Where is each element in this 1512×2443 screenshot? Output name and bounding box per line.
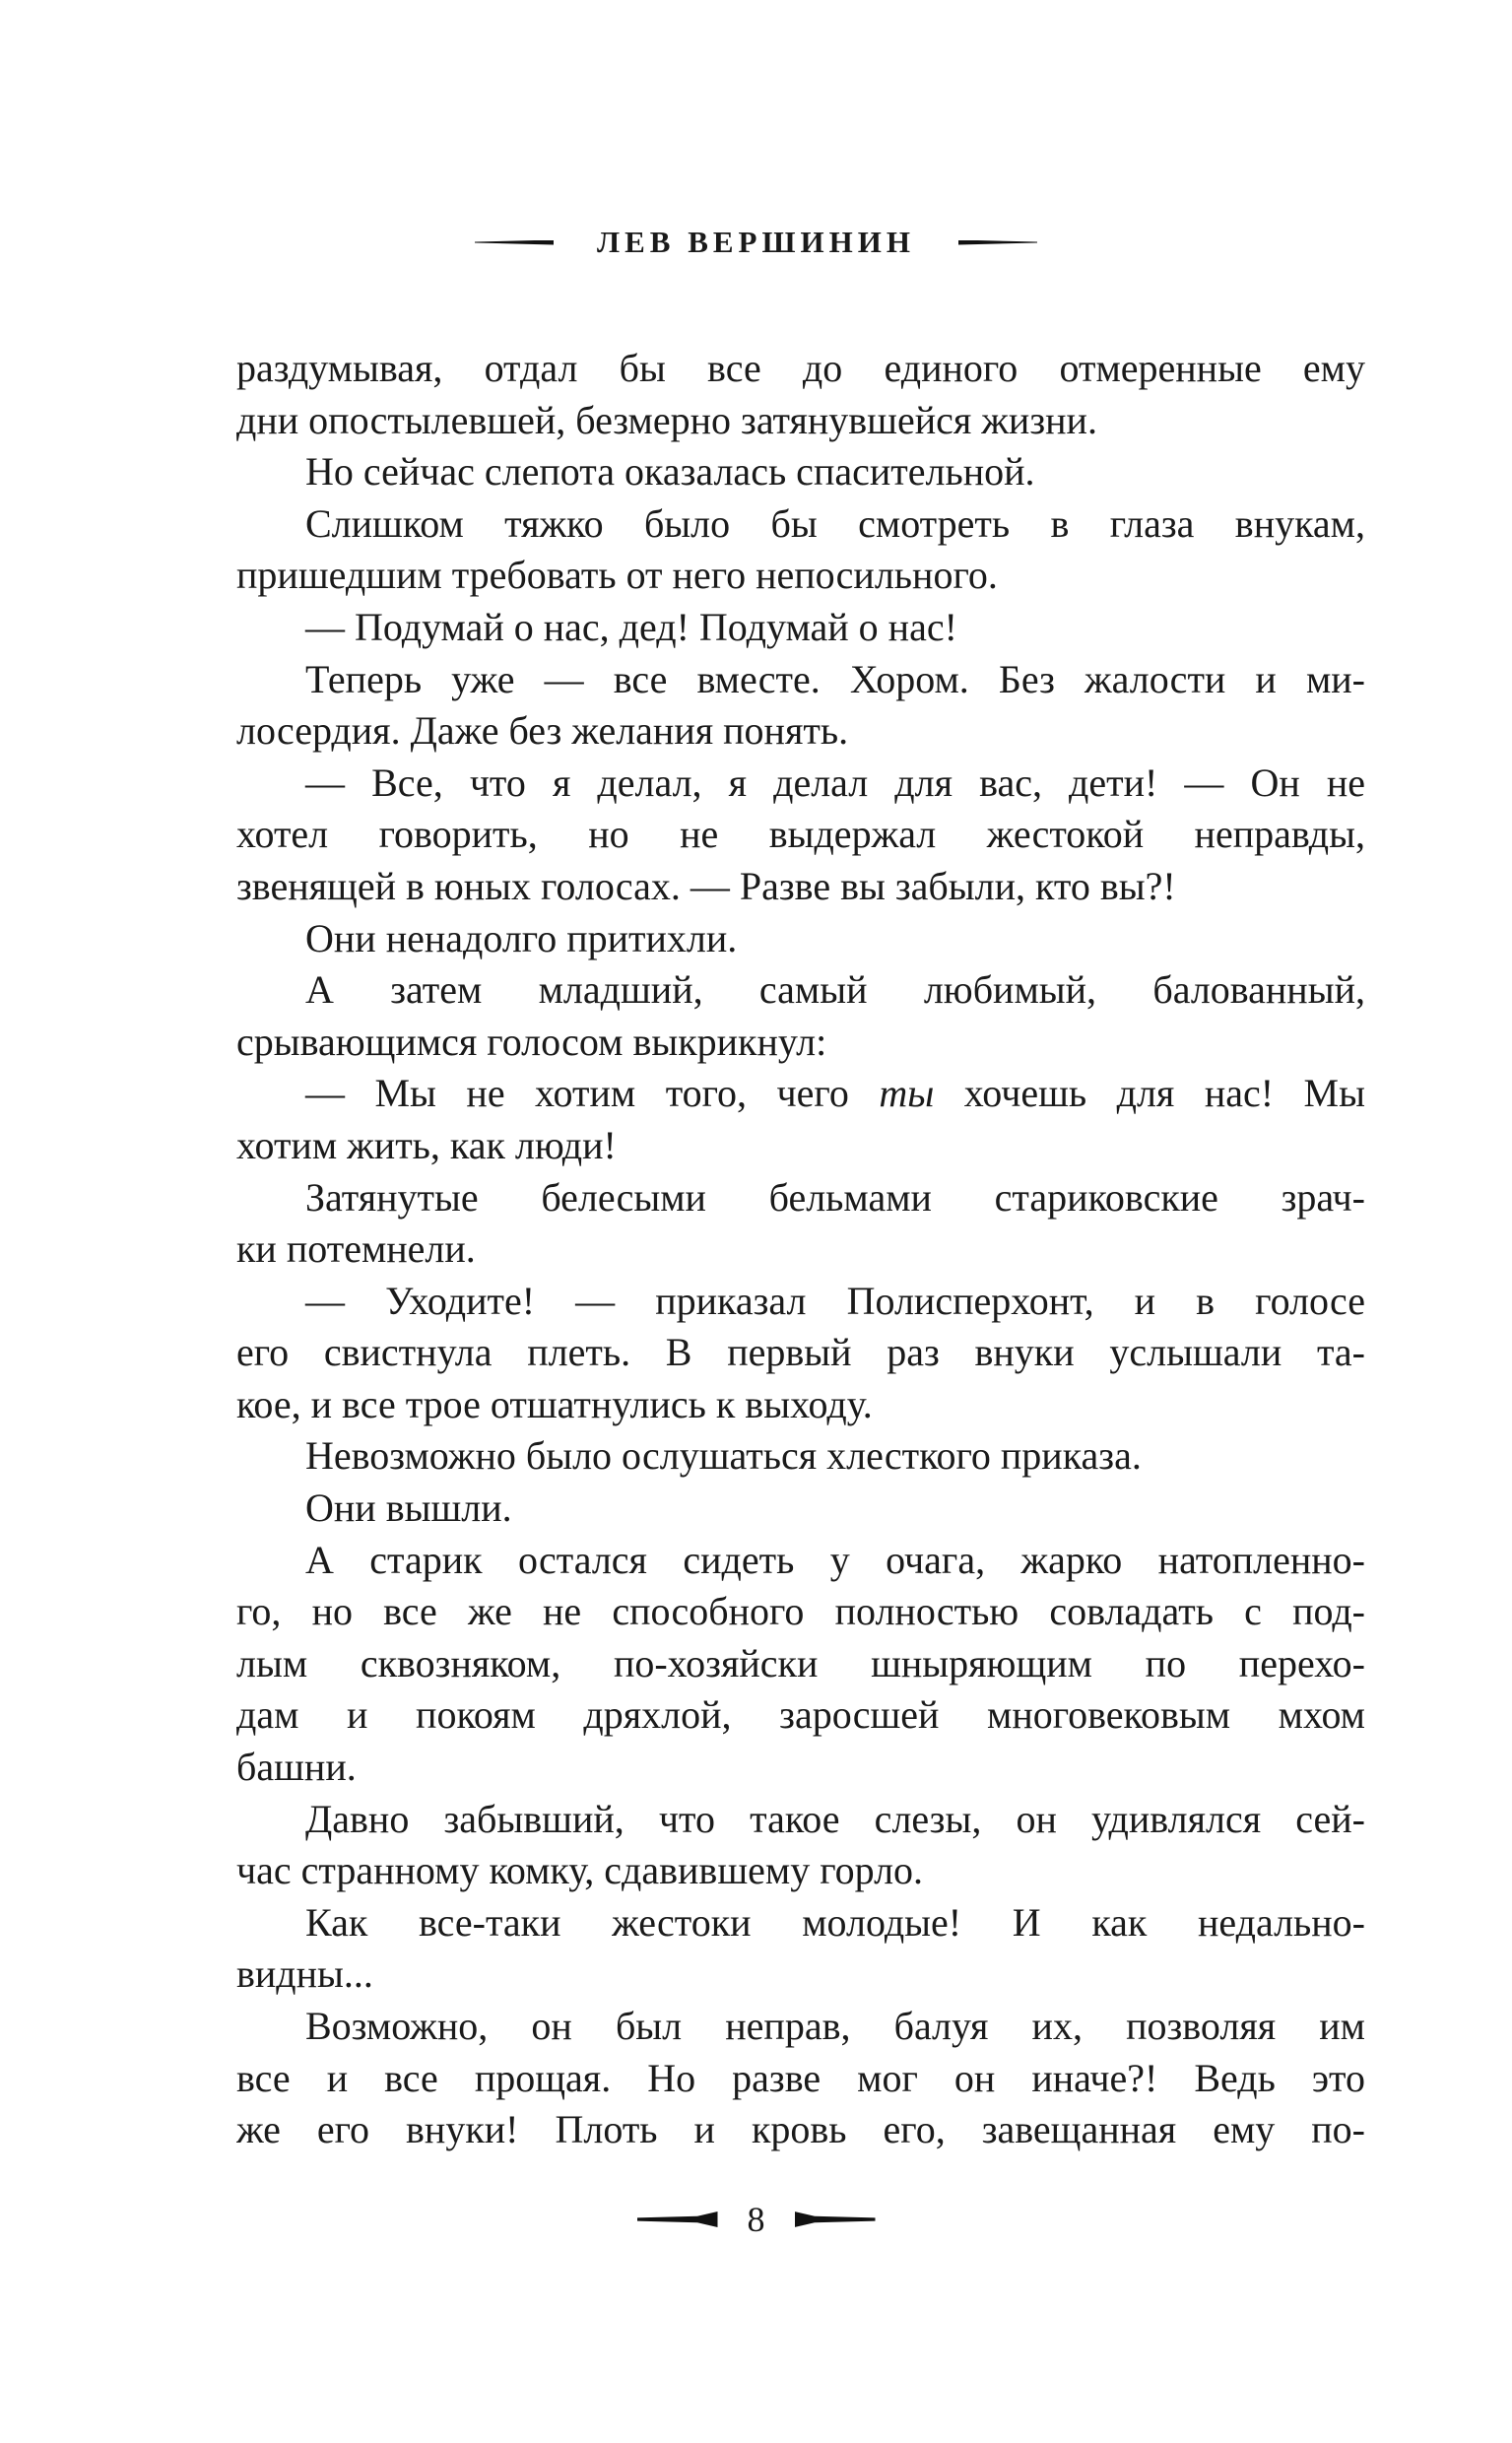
text-line: дни опостылевшей, безмерно затянувшейся жизни.: [236, 397, 1097, 442]
text-line: лосердия. Даже без желания понять.: [236, 708, 849, 754]
text-line: А затем младший, самый любимый, балованный,: [305, 967, 1365, 1013]
page-folio: [0, 2199, 1512, 2240]
text-line: хотим жить, как люди!: [236, 1122, 617, 1167]
ornament-dash-left: [475, 240, 554, 245]
text-line: — Все, что я делал, я делал для вас, дети! — Он не: [305, 759, 1365, 805]
text-line: башни.: [236, 1745, 357, 1790]
author-running-title: ЛЕВ ВЕРШИНИН: [597, 225, 915, 259]
text-line: видны...: [236, 1951, 373, 1997]
text-line: го, но все же не способного полностью совладать с под-: [236, 1589, 1365, 1634]
text-line: Слишком тяжко было бы смотреть в глаза внукам,: [305, 500, 1365, 546]
text-line: срывающимся голосом выкрикнул:: [236, 1019, 827, 1064]
text-line: — Уходите! — приказал Полисперхонт, и в голосе: [305, 1278, 1365, 1323]
text-line: Возможно, он был неправ, балуя их, позволяя им: [305, 2004, 1365, 2048]
text-line: час странному комку, сдавившему горло.: [236, 1848, 924, 1893]
text-line: хотел говорить, но не выдержал жестокой неправды,: [236, 812, 1365, 857]
emphasized-word: ты: [879, 1071, 935, 1116]
text-line: ки потемнели.: [236, 1226, 476, 1272]
text-line: пришедшим требовать от него непосильного.: [236, 553, 998, 598]
text-line: его свистнула плеть. В первый раз внуки услышали та-: [236, 1330, 1365, 1375]
text-line: — Подумай о нас, дед! Подумай о нас!: [305, 604, 957, 649]
running-head: [0, 225, 1512, 260]
text-line: раздумывая, отдал бы все до единого отмеренные ему: [236, 346, 1365, 390]
page-number: 8: [747, 2200, 765, 2239]
text-line: лым сквозняком, по-хозяйски шныряющим по перехо-: [236, 1640, 1365, 1685]
text-line: А старик остался сидеть у очага, жарко натопленно-: [305, 1537, 1365, 1582]
text-line: же его внуки! Плоть и кровь его, завещанная ему по-: [236, 2107, 1365, 2152]
ornament-dash-right: [958, 240, 1037, 245]
ornament-arrow-left: [637, 2212, 718, 2227]
text-line: Они вышли.: [305, 1486, 512, 1531]
text-line: Но сейчас слепота оказалась спасительной.: [305, 449, 1035, 495]
text-line: Теперь уже — все вместе. Хором. Без жалости и ми-: [305, 656, 1365, 701]
text-line: дам и покоям дряхлой, заросшей многовековым мхом: [236, 1692, 1365, 1738]
text-line: все и все прощая. Но разве мог он иначе?! Ведь это: [236, 2055, 1365, 2100]
text-line: Давно забывший, что такое слезы, он удивлялся сей-: [305, 1796, 1365, 1841]
text-line: Как все-таки жестоки молодые! И как недально-: [305, 1899, 1365, 1945]
text-line: Они ненадолго притихли.: [305, 915, 738, 960]
text-line: [236, 1068, 1365, 1120]
ornament-arrow-right: [795, 2212, 876, 2227]
text-line: Затянутые белесыми бельмами стариковские зрач-: [305, 1174, 1365, 1220]
text-line: Невозможно было ослушаться хлесткого приказа.: [305, 1433, 1142, 1479]
text-line: звенящей в юных голосах. — Разве вы забыли, кто вы?!: [236, 863, 1176, 908]
body-text: [236, 343, 1365, 2156]
text-run: хочешь для нас! Мы: [934, 1071, 1365, 1116]
text-run: — Мы не хотим того, чего: [305, 1071, 880, 1116]
text-line: кое, и все трое отшатнулись к выходу.: [236, 1381, 873, 1426]
